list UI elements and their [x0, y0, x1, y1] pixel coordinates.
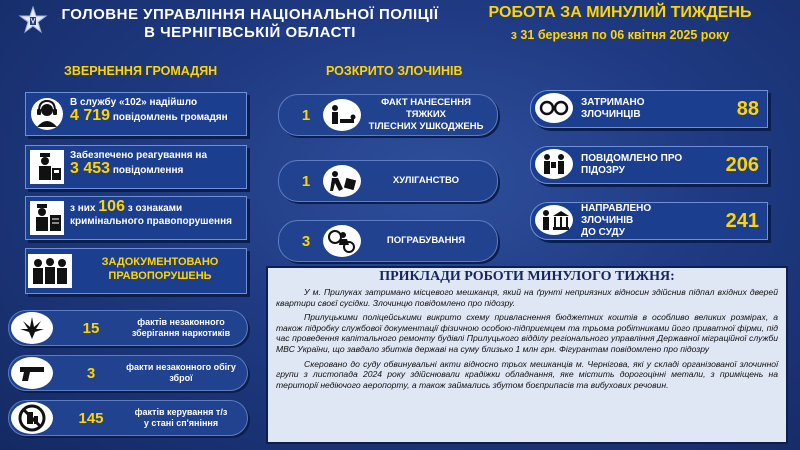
no-drunk-driving-icon [11, 402, 53, 434]
criminal-signs-line2: кримінального правопорушення [70, 216, 232, 227]
calls-102-suffix: повідомлень громадян [112, 112, 228, 123]
detained-label [581, 91, 701, 127]
calls-102-card [25, 92, 247, 136]
agency-title [60, 6, 440, 42]
header [0, 0, 800, 48]
drunk-driving-line1: фактів керування т/з [134, 407, 228, 417]
weapons-pill [8, 355, 248, 391]
solved-robbery-pill [278, 220, 498, 262]
drugs-line1: фактів незаконного [137, 317, 225, 327]
solved-assault-line1: ФАКТ НАНЕСЕННЯ ТЯЖКИХ [381, 97, 471, 120]
suspicion-line2: ПІДОЗРУ [581, 165, 625, 176]
criminal-signs-suffix: з ознаками [127, 203, 183, 214]
police-officer-icon [26, 146, 68, 188]
police-star-emblem-icon [18, 6, 48, 40]
solved-robbery-label [365, 221, 487, 261]
criminal-signs-text [70, 200, 242, 228]
detained-line1: ЗАТРИМАНО ЗЛОЧИНЦІВ [581, 97, 645, 120]
agency-title-line1: ГОЛОВНЕ УПРАВЛІННЯ НАЦІОНАЛЬНОЇ ПОЛІЦІЇ [61, 6, 439, 23]
examples-panel [266, 266, 788, 444]
to-court-label [581, 203, 701, 239]
solved-assault-value: 1 [301, 106, 311, 124]
solved-hooliganism-label [365, 161, 487, 201]
officer-document-icon [26, 197, 68, 239]
robbery-icon [323, 225, 361, 257]
solved-robbery-line1: ПОГРАБУВАННЯ [386, 235, 466, 246]
hooliganism-icon [323, 165, 361, 197]
drugs-line2: зберігання наркотиків [131, 328, 231, 338]
group-of-officers-icon [26, 249, 74, 293]
response-card [25, 145, 247, 189]
examples-title: ПРИКЛАДИ РОБОТИ МИНУЛОГО ТИЖНЯ: [379, 269, 675, 284]
solved-robbery-value: 3 [301, 232, 311, 250]
example-paragraph-2: Прилуцькими поліцейськими викрито схему привласнення бюджетних коштів в особливо великих розмірах, а також підробку службової документації фізичною особою-підприємцем та трьома робітниками його приватної фірми, під час проведення капітального ремонту будівлі Прилуцького відділу регіонального управління Державної міграційної служби МВС України, що завдало збитків державі на суму близько 1 млн грн. Фігурантам повідомлено про підозру [276, 312, 778, 354]
drugs-pill [8, 310, 248, 346]
drugs-value: 15 [82, 319, 100, 337]
to-court-line2: ДО СУДУ [581, 227, 625, 238]
calls-102-text [70, 96, 242, 124]
drunk-driving-pill [8, 400, 248, 436]
solved-hooliganism-pill [278, 160, 498, 202]
calls-102-value: 4 719 [70, 107, 111, 124]
drunk-driving-label [121, 401, 241, 435]
solved-assault-line2: ТІЛЕСНИХ УШКОДЖЕНЬ [368, 121, 484, 132]
agency-title-line2: В ЧЕРНІГІВСЬКІЙ ОБЛАСТІ [144, 24, 356, 41]
detained-value: 88 [736, 97, 759, 120]
handcuffs-icon [535, 93, 573, 123]
to-court-value: 241 [725, 209, 759, 232]
to-court-line1: НАПРАВЛЕНО ЗЛОЧИНІВ [581, 203, 652, 226]
drugs-label [121, 311, 241, 345]
suspicion-value: 206 [725, 153, 759, 176]
documented-line1: ЗАДОКУМЕНТОВАНО [101, 256, 219, 268]
documented-card [25, 248, 247, 294]
drunk-driving-value: 145 [78, 409, 104, 427]
documented-line2: ПРАВОПОРУШЕНЬ [108, 270, 212, 282]
solved-hooliganism-value: 1 [301, 172, 311, 190]
suspicion-line1: ПОВІДОМЛЕНО ПРО [581, 153, 683, 164]
assault-icon [323, 99, 361, 131]
criminal-signs-value: 106 [98, 198, 125, 215]
example-paragraph-1: У м. Прилуках затримано місцевого мешканця, який на ґрунті неприязних відносин здійснив підпал вхідних дверей квартири своєї сусідки. Злочинцю повідомлено про підозру. [276, 287, 778, 308]
weapons-line2: зброї [169, 373, 193, 383]
response-text [70, 149, 242, 177]
criminal-signs-card [25, 196, 247, 240]
courthouse-icon [535, 205, 573, 235]
drunk-driving-line2: у стані сп'яніння [143, 418, 219, 428]
report-period: з 31 березня по 06 квітня 2025 року [510, 28, 730, 42]
documented-title [78, 255, 242, 283]
suspicion-stat [530, 146, 768, 184]
example-paragraph-3: Скеровано до суду обвинувальні акти відносно трьох мешканців м. Чернігова, які у складі організованої злочинної групи з листопада 2024 року здійснювали крадіжки обладнання, яке містить дорогоцінні метали, з приміщень на території недіючого аеропорту, а також займались збутом боєприпасів та вибухових речовин. [276, 358, 778, 390]
suspicion-label [581, 147, 701, 183]
detained-stat [530, 90, 768, 128]
weapons-line1: факти незаконного обігу [126, 362, 236, 372]
response-line1: Забезпечено реагування на [70, 150, 208, 161]
criminal-signs-prefix: з них [70, 203, 96, 214]
solved-section-title: РОЗКРИТО ЗЛОЧИНІВ [326, 64, 463, 78]
solved-assault-label [365, 95, 487, 135]
suspect-notice-icon [535, 149, 573, 179]
to-court-stat [530, 202, 768, 240]
response-value: 3 453 [70, 160, 111, 177]
headset-operator-icon [26, 93, 68, 135]
pistol-icon [11, 357, 53, 389]
solved-assault-pill [278, 94, 498, 136]
cannabis-leaf-icon [11, 312, 53, 344]
citizens-section-title: ЗВЕРНЕННЯ ГРОМАДЯН [64, 64, 218, 78]
solved-hooliganism-line1: ХУЛІГАНСТВО [392, 175, 460, 186]
report-title: РОБОТА ЗА МИНУЛИЙ ТИЖДЕНЬ [488, 4, 752, 21]
response-suffix: повідомлення [112, 165, 184, 176]
weapons-value: 3 [86, 364, 96, 382]
weapons-label [121, 356, 241, 390]
calls-102-line1: В службу «102» надійшло [70, 97, 198, 108]
